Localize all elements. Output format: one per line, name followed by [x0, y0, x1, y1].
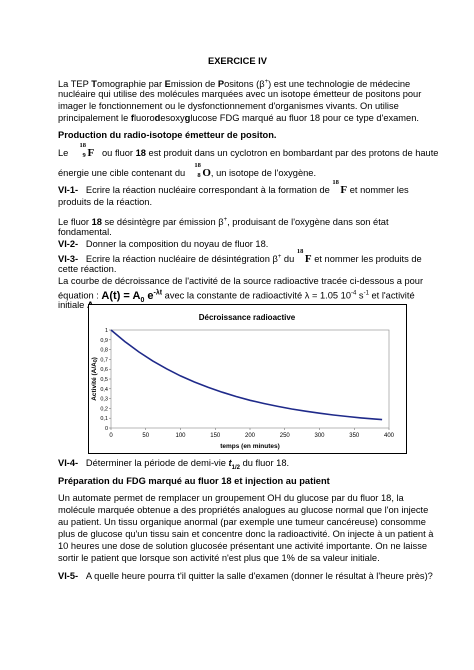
production-line-2: énergie une cible contenant du 18 8 O, un isotope de l'oxygène. — [58, 162, 317, 179]
x-tick-label: 400 — [383, 433, 395, 439]
injection-line-1: Un automate permet de remplacer un groupement OH du glucose par du fluor 18, la — [58, 493, 404, 503]
law-line-2: équation : $A(t) = A_0$ $e^{-\lambda t}$ avec la constante de radioactivité λ = 1.05 $10^{-4}$ $s^{-1}$ et l'activité — [58, 289, 415, 304]
x-tick-label: 350 — [349, 433, 360, 439]
nuclide-fluor-18-q3: 18 F — [296, 248, 312, 266]
question-vi-5: VI-5- A quelle heure pourra t'il quitter la salle d'examen (donner le résultat à l'heure près)? — [58, 571, 433, 581]
decay-chart-svg — [89, 305, 406, 453]
law-line-3: initiale — [58, 300, 87, 310]
y-tick-label: 0,6 — [100, 367, 108, 374]
question-vi-3-cont: cette réaction. — [58, 264, 117, 274]
section-heading-injection: Préparation du FDG marqué au fluor 18 et injection au patient — [58, 476, 330, 486]
chart-title: Décroissance radioactive — [198, 313, 296, 322]
x-tick-label: 100 — [175, 433, 186, 439]
nuclide-oxygen-18: 18 8 O — [194, 162, 211, 179]
y-tick-label: 0,1 — [100, 416, 108, 423]
x-tick-labels — [109, 428, 394, 439]
x-tick-label: 300 — [314, 433, 325, 439]
question-vi-3: VI-3- Ecrire la réaction nucléaire de désintégration β+ du 18 F et nommer les produits de — [58, 248, 422, 266]
question-vi-2: VI-2- Donner la composition du noyau de fluor 18. — [58, 239, 269, 249]
nuclide-fluor-18: 18 9 F — [79, 142, 95, 159]
x-tick-label: 250 — [279, 433, 290, 439]
y-axis-label: Activité (A/A0) — [91, 357, 99, 401]
injection-line-3: au patient. Un tissu organique anormal (par exemple une tumeur cancéreuse) consomme — [58, 517, 426, 527]
intro-line-4: principalement le fluorodesoxyglucose FDG marqué au fluor 18 pour ce type d'examen. — [58, 113, 419, 123]
plot-area — [111, 330, 389, 428]
decay-chart — [88, 304, 407, 454]
production-line-1: Le 18 9 F ou fluor 18 est produit dans un cyclotron en bombardant par des protons de haute — [58, 142, 439, 159]
exercise-title: EXERCICE IV — [208, 56, 267, 66]
question-vi-4: VI-4- Déterminer la période de demi-vie $t_{1/2}$ du fluor 18. — [58, 458, 290, 471]
injection-line-4: plus de glucose qu'un tissu sain et concentre donc la radioactivité. On injecte à un patient à — [58, 529, 434, 539]
question-vi-1-cont: produits de la réaction. — [58, 197, 153, 207]
injection-line-6: sortir le patient que lorsque son activité n'est plus que 1% de sa valeur initiale. — [58, 553, 380, 563]
y-tick-label: 0,4 — [100, 386, 108, 393]
x-tick-label: 150 — [210, 433, 221, 439]
y-tick-label: 0,9 — [100, 337, 108, 344]
intro-line-2: nucléaire qui utilise des molécules marquées avec un isotope émetteur de positons pour — [58, 89, 422, 99]
nuclide-fluor-18-q1: 18 F — [332, 179, 348, 196]
intro-line-1: La TEP Tomographie par Emission de Positons (β+) est une technologie de médecine — [58, 79, 411, 90]
law-line-1: La courbe de décroissance de l'activité de la source radioactive tracée ci-dessous a pour — [58, 276, 424, 286]
decay-line-2: fondamental. — [58, 227, 112, 237]
x-axis-label: temps (en minutes) — [220, 443, 280, 450]
y-tick-label: 0 — [104, 426, 108, 432]
injection-line-2: molécule marquée obtenue a des propriétés analogues au glucose normal que l'on injecte — [58, 505, 429, 515]
y-tick-labels — [100, 328, 111, 432]
x-tick-label: 50 — [142, 433, 150, 439]
y-tick-label: 0,3 — [100, 396, 108, 403]
section-heading-production: Production du radio-isotope émetteur de positon. — [58, 130, 277, 140]
y-tick-label: 1 — [104, 328, 108, 334]
series-line — [111, 330, 382, 420]
y-tick-label: 0,2 — [100, 406, 108, 413]
intro-line-3: imager le fonctionnement ou le dysfonctionnement d'organismes vivants. On utilise — [58, 101, 399, 111]
x-tick-label: 200 — [244, 433, 256, 439]
y-tick-label: 0,8 — [100, 347, 108, 354]
x-tick-label: 0 — [109, 433, 113, 439]
decay-formula: $A(t) = A_0$ $e^{-\lambda t}$ — [101, 289, 163, 304]
decay-line-1: Le fluor 18 se désintègre par émission β+, produisant de l'oxygène dans son état — [58, 217, 389, 228]
question-vi-1: VI-1- Ecrire la réaction nucléaire correspondant à la formation de 18 F et nommer les — [58, 179, 409, 196]
y-tick-label: 0,7 — [100, 357, 108, 364]
y-tick-label: 0,5 — [100, 377, 108, 383]
injection-line-5: 10 heures une dose de solution glucosée présentant une activité importante. On ne laisse — [58, 541, 428, 551]
